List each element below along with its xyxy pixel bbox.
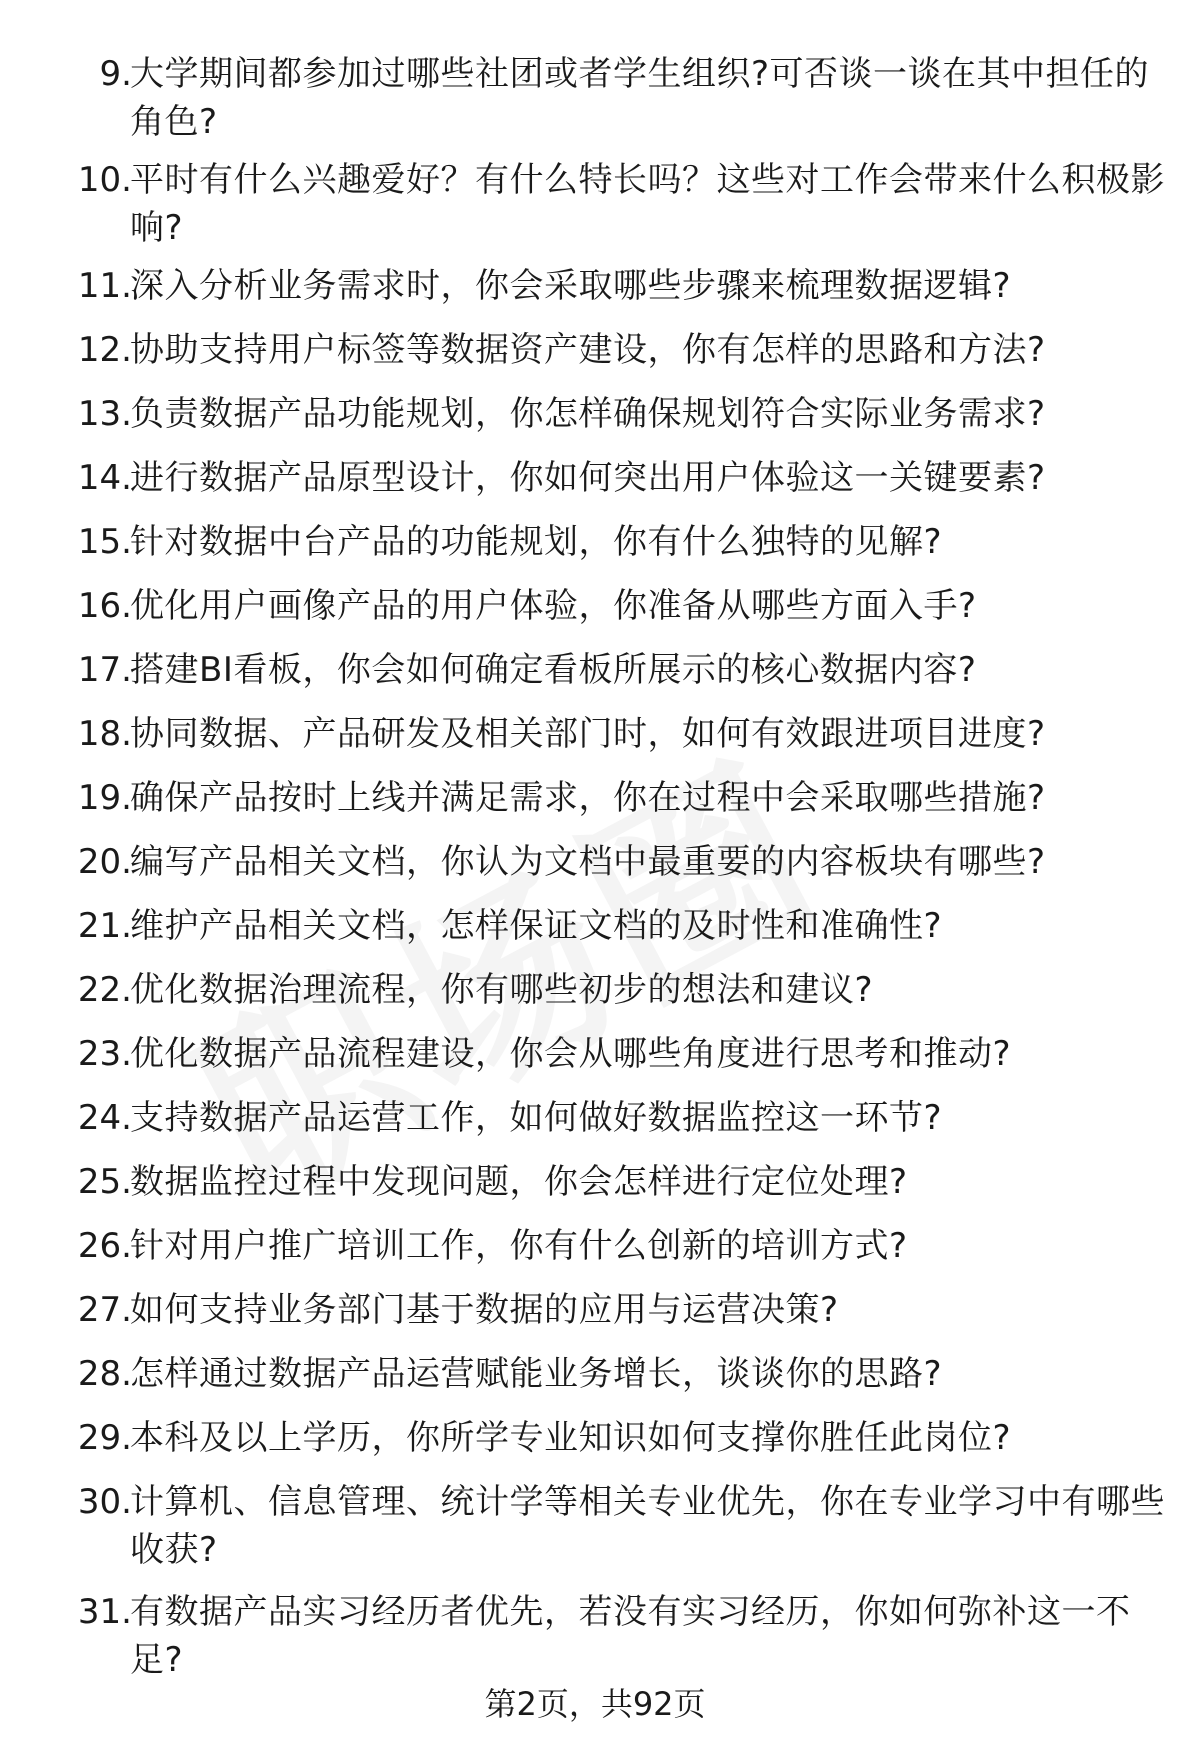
question-text: 平时有什么兴趣爱好？有什么特长吗？这些对工作会带来什么积极影响? [130, 160, 1165, 248]
question-number: 21. [77, 906, 132, 946]
question-number: 28. [77, 1354, 132, 1394]
question-text: 优化数据产品流程建设，你会从哪些角度进行思考和推动? [130, 1034, 1012, 1074]
question-text: 针对用户推广培训工作，你有什么创新的培训方式? [130, 1226, 908, 1266]
question-number: 19. [77, 778, 132, 818]
question-text: 协同数据、产品研发及相关部门时，如何有效跟进项目进度? [130, 714, 1046, 754]
question-text: 计算机、信息管理、统计学等相关专业优先，你在专业学习中有哪些收获? [130, 1482, 1165, 1570]
question-number: 27. [77, 1290, 132, 1330]
question-text: 有数据产品实习经历者优先，若没有实习经历，你如何弥补这一不足? [130, 1592, 1131, 1680]
question-number: 11. [77, 266, 132, 306]
question-number: 25. [77, 1162, 132, 1202]
question-number: 15. [77, 522, 132, 562]
question-text: 进行数据产品原型设计，你如何突出用户体验这一关键要素? [130, 458, 1046, 498]
question-number: 20. [77, 842, 132, 882]
question-number: 13. [77, 394, 132, 434]
question-number: 30. [77, 1482, 132, 1522]
question-text: 本科及以上学历，你所学专业知识如何支撑你胜任此岗位? [130, 1418, 1012, 1458]
question-text: 优化数据治理流程，你有哪些初步的想法和建议? [130, 970, 874, 1010]
question-text: 搭建BI看板，你会如何确定看板所展示的核心数据内容? [130, 650, 977, 690]
page-footer: 第2页，共92页 [484, 1685, 706, 1723]
question-number: 29. [77, 1418, 132, 1458]
question-text: 编写产品相关文档，你认为文档中最重要的内容板块有哪些? [130, 842, 1046, 882]
question-text: 优化用户画像产品的用户体验，你准备从哪些方面入手? [130, 586, 977, 626]
question-number: 31. [77, 1592, 132, 1632]
question-number: 16. [77, 586, 132, 626]
question-text: 针对数据中台产品的功能规划，你有什么独特的见解? [130, 522, 943, 562]
question-number: 24. [77, 1098, 132, 1138]
question-number: 26. [77, 1226, 132, 1266]
question-text: 确保产品按时上线并满足需求，你在过程中会采取哪些措施? [130, 778, 1046, 818]
question-number: 10. [77, 160, 132, 200]
question-number: 14. [77, 458, 132, 498]
question-number: 12. [77, 330, 132, 370]
question-text: 深入分析业务需求时，你会采取哪些步骤来梳理数据逻辑? [130, 266, 1012, 306]
question-text: 支持数据产品运营工作，如何做好数据监控这一环节? [130, 1098, 943, 1138]
question-text: 负责数据产品功能规划，你怎样确保规划符合实际业务需求? [130, 394, 1046, 434]
question-number: 17. [77, 650, 132, 690]
question-text: 维护产品相关文档，怎样保证文档的及时性和准确性? [130, 906, 943, 946]
question-text: 协助支持用户标签等数据资产建设，你有怎样的思路和方法? [130, 330, 1046, 370]
question-number: 18. [77, 714, 132, 754]
question-text: 数据监控过程中发现问题，你会怎样进行定位处理? [130, 1162, 908, 1202]
question-text: 如何支持业务部门基于数据的应用与运营决策? [130, 1290, 839, 1330]
question-number: 22. [77, 970, 132, 1010]
question-number: 23. [77, 1034, 132, 1074]
question-text: 怎样通过数据产品运营赋能业务增长，谈谈你的思路? [130, 1354, 943, 1394]
question-number: 9. [99, 54, 132, 94]
question-text: 大学期间都参加过哪些社团或者学生组织?可否谈一谈在其中担任的角色? [130, 54, 1150, 142]
